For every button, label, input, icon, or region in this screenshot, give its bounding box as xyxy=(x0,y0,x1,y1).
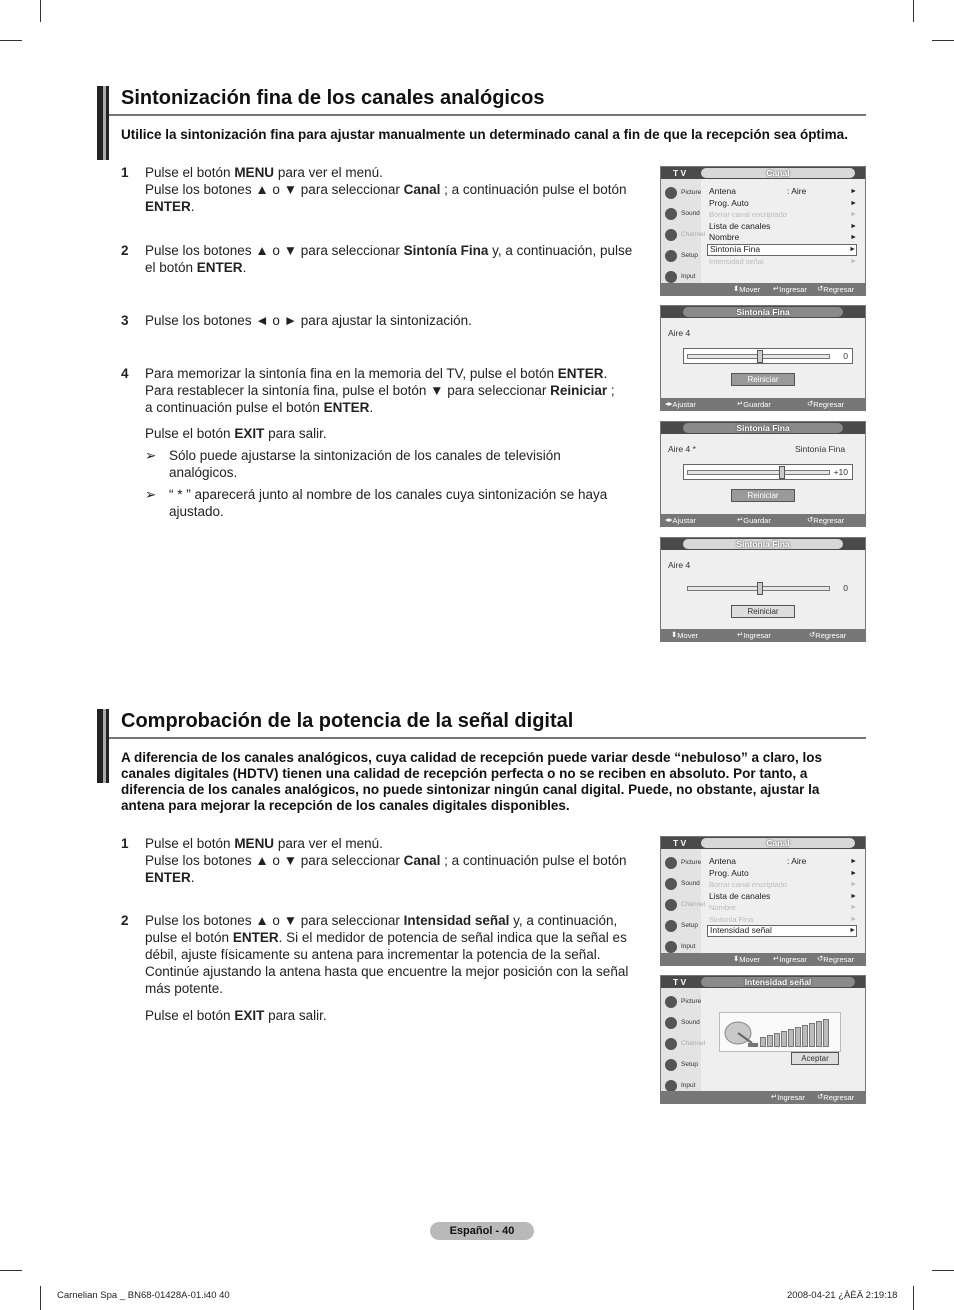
panel-footer xyxy=(661,514,865,526)
step-number: 4 xyxy=(121,366,129,381)
setup-icon xyxy=(665,250,677,262)
step-number: 3 xyxy=(121,313,129,328)
input-icon xyxy=(665,941,677,953)
reset-button[interactable]: Reiniciar xyxy=(731,489,795,502)
signal-bar xyxy=(795,1027,801,1047)
panel-titlebar xyxy=(661,976,865,988)
slider-knob[interactable] xyxy=(757,350,763,363)
slider-value: +10 xyxy=(833,467,848,477)
signal-bar xyxy=(802,1025,808,1047)
sound-icon xyxy=(665,208,677,220)
chevron-right-icon: ► xyxy=(849,927,856,934)
footer-return: ↺ Regresar xyxy=(817,284,855,294)
sidebar-item-sound[interactable]: Sound xyxy=(663,206,701,224)
chevron-right-icon: ► xyxy=(850,257,857,265)
footer-enter: ↵ Ingresar xyxy=(773,284,807,294)
channel-icon xyxy=(665,1038,677,1050)
step-2 xyxy=(121,912,641,997)
step-text: Pulse los botones ▲ o ▼ para seleccionar Sintonía Fina y, a continuación, pulse el botón ENTER. xyxy=(145,243,633,275)
menu-item-label: Intensidad señal xyxy=(709,256,764,266)
signal-bar xyxy=(788,1029,794,1047)
menu-footer xyxy=(661,283,865,295)
step-text: Pulse el botón MENU para ver el menú. Pulse los botones ▲ o ▼ para seleccionar Canal ; a continuación pulse el botón ENTER. xyxy=(145,165,627,214)
menu-item[interactable] xyxy=(709,232,857,244)
signal-bar xyxy=(760,1037,766,1047)
chevron-right-icon: ► xyxy=(850,881,857,888)
menu-item[interactable] xyxy=(707,244,857,256)
panel-titlebar xyxy=(661,538,865,550)
step-text: Pulse el botón MENU para ver el menú. Pulse los botones ▲ o ▼ para seleccionar Canal ; a continuación pulse el botón ENTER. xyxy=(145,836,627,885)
footer-move: ⬍ Mover xyxy=(733,284,761,294)
note-1 xyxy=(145,447,615,481)
signal-meter xyxy=(719,1012,841,1052)
menu-item-label: Sintonía Fina xyxy=(710,243,761,254)
note-text: “ * ” aparecerá junto al nombre de los canales cuya sintonización se haya ajustado. xyxy=(169,487,608,519)
section-rule xyxy=(109,737,866,739)
footer-return: ↺ Regresar xyxy=(817,1092,855,1102)
section-rule xyxy=(109,114,866,116)
section-bar xyxy=(97,86,109,160)
sidebar-item-input[interactable]: Input xyxy=(663,1078,701,1096)
tv-label: T V xyxy=(673,168,687,178)
fine-tune-slider[interactable] xyxy=(683,580,853,596)
step-number: 1 xyxy=(121,836,129,851)
panel-title: Sintonía Fina xyxy=(736,307,790,317)
panel-footer xyxy=(661,629,865,641)
menu-item-label: Sintonía Fina xyxy=(709,914,754,924)
signal-bars xyxy=(760,1019,838,1047)
crop-mark xyxy=(0,40,22,41)
menu-item[interactable] xyxy=(709,914,857,926)
footer-move: ⬍ Mover xyxy=(671,630,699,640)
footer-save: ↵ Guardar xyxy=(737,399,771,409)
footer-return: ↺ Regresar xyxy=(807,399,845,409)
print-slug-left: Carnelian Spa _ BN68-01428A-01.i40 40 xyxy=(57,1290,230,1301)
step-number: 2 xyxy=(121,913,129,928)
menu-list xyxy=(709,856,857,937)
chevron-right-icon: ► xyxy=(850,188,857,195)
sidebar-item-channel[interactable]: Channel xyxy=(663,897,701,915)
crop-mark xyxy=(0,1270,22,1271)
sidebar-item-setup[interactable]: Setup xyxy=(663,1057,701,1075)
footer-enter: ↵ Ingresar xyxy=(773,954,807,964)
sidebar-item-sound[interactable]: Sound xyxy=(663,876,701,894)
section-title: Comprobación de la potencia de la señal digital xyxy=(121,710,574,732)
menu-item-value: : Aire xyxy=(787,186,807,196)
fine-tune-slider[interactable] xyxy=(683,348,853,364)
menu-item[interactable] xyxy=(709,221,857,233)
tv-menu-channel-signal xyxy=(660,836,866,966)
sidebar-item-input[interactable]: Input xyxy=(663,939,701,957)
setup-icon xyxy=(665,1059,677,1071)
sidebar-item-sound[interactable]: Sound xyxy=(663,1015,701,1033)
menu-sidebar xyxy=(661,179,706,285)
exit-text: Pulse el botón EXIT para salir. xyxy=(145,426,327,441)
note-2 xyxy=(145,486,625,520)
crop-mark xyxy=(40,1286,41,1310)
menu-title: Canal xyxy=(766,838,790,848)
step-4 xyxy=(121,365,641,416)
menu-footer xyxy=(661,953,865,965)
sidebar-item-setup[interactable]: Setup xyxy=(663,248,701,266)
accept-button[interactable]: Aceptar xyxy=(791,1052,839,1065)
menu-item-label: Nombre xyxy=(709,903,736,912)
page-number: Español - 40 xyxy=(430,1222,534,1240)
signal-bar xyxy=(809,1023,815,1047)
sidebar-item-picture[interactable]: Picture xyxy=(663,855,701,873)
channel-label: Aire 4 * xyxy=(668,444,696,454)
crop-mark xyxy=(40,0,41,22)
section-bar xyxy=(97,709,109,783)
menu-item[interactable] xyxy=(709,856,857,868)
print-slug-right: 2008-04-21 ¿ÀÈÄ 2:19:18 xyxy=(787,1290,898,1301)
exit-text: Pulse el botón EXIT para salir. xyxy=(145,1008,327,1023)
section-intro: A diferencia de los canales analógicos, cuya calidad de recepción puede variar desde “nebuloso” a claro, los canales digitales (HDTV) tienen una calidad de recepción perfecta o no se reciben en absoluto. Por tanto, a diferencia de los canales analógicos, no puede sintonizar ningún canal digital. Puede, no obstante, ajustar la antena para mejorar la recepción de los canales digitales disponibles. xyxy=(121,750,823,813)
sound-icon xyxy=(665,1017,677,1029)
chevron-right-icon: ► xyxy=(850,904,857,911)
exit-instruction xyxy=(121,1007,641,1024)
menu-item-label: Prog. Auto xyxy=(709,197,749,208)
step-1 xyxy=(121,164,641,215)
chevron-right-icon: ► xyxy=(850,211,857,218)
tv-signal-strength-panel xyxy=(660,975,866,1104)
menu-item[interactable] xyxy=(709,198,857,210)
menu-item-label: Borrar canal encriptado xyxy=(709,880,787,889)
menu-item[interactable] xyxy=(709,891,857,903)
panel-footer xyxy=(661,1091,865,1103)
chevron-right-icon: ► xyxy=(850,222,857,230)
picture-icon xyxy=(665,187,677,199)
tv-fine-tune-panel-reset xyxy=(660,537,866,642)
reset-button[interactable]: Reiniciar xyxy=(731,373,795,386)
menu-item[interactable] xyxy=(707,925,857,937)
crop-mark xyxy=(932,1270,954,1271)
menu-item-label: Lista de canales xyxy=(709,890,771,901)
step-number: 2 xyxy=(121,243,129,258)
menu-item[interactable] xyxy=(709,186,857,198)
satellite-dish-icon xyxy=(722,1013,762,1051)
input-icon xyxy=(665,271,677,283)
menu-item[interactable] xyxy=(709,256,857,268)
channel-icon xyxy=(665,899,677,911)
crop-mark xyxy=(932,40,954,41)
footer-return: ↺ Regresar xyxy=(809,630,847,640)
sound-icon xyxy=(665,878,677,890)
menu-item[interactable] xyxy=(709,879,857,891)
panel-titlebar xyxy=(661,422,865,434)
signal-bar xyxy=(774,1033,780,1047)
tv-fine-tune-panel-adjusted xyxy=(660,421,866,527)
step-number: 1 xyxy=(121,165,129,180)
reset-button[interactable]: Reiniciar xyxy=(731,605,795,618)
chevron-right-icon: ► xyxy=(850,869,857,877)
menu-item[interactable] xyxy=(709,868,857,880)
chevron-right-icon: ► xyxy=(850,858,857,865)
slider-value: 0 xyxy=(843,583,848,593)
sidebar-item-picture[interactable]: Picture xyxy=(663,994,701,1012)
panel-title: Sintonía Fina xyxy=(736,539,790,549)
sidebar-item-input[interactable]: Input xyxy=(663,269,701,287)
step-text: Para memorizar la sintonía fina en la memoria del TV, pulse el botón ENTER. Para restablecer la sintonía fina, pulse el botón ▼ para seleccionar Reiniciar ; a continuación pulse el botón ENTER. xyxy=(145,366,615,415)
fine-tune-slider[interactable] xyxy=(683,464,853,480)
footer-move: ⬍ Mover xyxy=(733,954,761,964)
tv-fine-tune-panel xyxy=(660,305,866,411)
menu-item-label: Antena xyxy=(709,186,736,196)
fine-tune-label: Sintonía Fina xyxy=(795,444,846,454)
footer-return: ↺ Regresar xyxy=(817,954,855,964)
panel-footer xyxy=(661,398,865,410)
signal-bar xyxy=(823,1019,829,1047)
channel-icon xyxy=(665,229,677,241)
tv-label: T V xyxy=(673,977,687,987)
footer-enter: ↵ Ingresar xyxy=(737,630,771,640)
channel-label: Aire 4 xyxy=(668,328,691,338)
step-1 xyxy=(121,835,641,886)
menu-item-label: Antena xyxy=(709,856,736,866)
footer-return: ↺ Regresar xyxy=(807,515,845,525)
step-text: Pulse los botones ▲ o ▼ para seleccionar Intensidad señal y, a continuación, pulse el botón ENTER. Si el medidor de potencia de señal indica que la señal es débil, ajuste físicamente su antena para incrementar la potencia de la señal. Continúe ajustando la antena hasta que encuentre la mejor posición con la señal más potente. xyxy=(145,913,629,996)
tv-label: T V xyxy=(673,838,687,848)
note-arrow-icon: ➢ xyxy=(145,448,157,463)
setup-icon xyxy=(665,920,677,932)
signal-bar xyxy=(816,1021,822,1047)
panel-titlebar xyxy=(661,306,865,318)
footer-adjust: ◂▸ Ajustar xyxy=(665,399,696,409)
channel-label: Aire 4 xyxy=(668,560,691,570)
panel-title: Intensidad señal xyxy=(744,977,812,987)
picture-icon xyxy=(665,857,677,869)
panel-title: Sintonía Fina xyxy=(736,423,790,433)
menu-titlebar xyxy=(661,167,865,179)
step-text: Pulse los botones ◄ o ► para ajustar la sintonización. xyxy=(145,313,472,328)
footer-adjust: ◂▸ Ajustar xyxy=(665,515,696,525)
menu-item-label: Lista de canales xyxy=(709,220,771,231)
menu-item-label: Nombre xyxy=(709,232,740,242)
footer-save: ↵ Guardar xyxy=(737,515,771,525)
slider-knob[interactable] xyxy=(779,466,785,479)
signal-bar xyxy=(781,1031,787,1047)
note-arrow-icon: ➢ xyxy=(145,487,157,502)
sidebar-item-setup[interactable]: Setup xyxy=(663,918,701,936)
step-2 xyxy=(121,242,641,276)
footer-enter: ↵ Ingresar xyxy=(771,1092,805,1102)
slider-knob[interactable] xyxy=(757,582,763,595)
crop-mark xyxy=(913,0,914,22)
tv-menu-channel xyxy=(660,166,866,296)
menu-item-value: : Aire xyxy=(787,856,807,866)
signal-bar xyxy=(767,1035,773,1047)
menu-item-label: Intensidad señal xyxy=(710,925,772,935)
menu-titlebar xyxy=(661,837,865,849)
exit-instruction xyxy=(121,425,641,442)
chevron-right-icon: ► xyxy=(850,234,857,241)
menu-item-label: Borrar canal encriptado xyxy=(709,210,787,219)
slider-track xyxy=(687,470,830,475)
menu-item[interactable] xyxy=(709,902,857,914)
crop-mark xyxy=(913,1286,914,1310)
menu-item[interactable] xyxy=(709,209,857,221)
sidebar-item-picture[interactable]: Picture xyxy=(663,185,701,203)
picture-icon xyxy=(665,996,677,1008)
chevron-right-icon: ► xyxy=(849,245,856,253)
menu-title: Canal xyxy=(766,168,790,178)
step-3 xyxy=(121,312,641,329)
slider-value: 0 xyxy=(843,351,848,361)
note-text: Sólo puede ajustarse la sintonización de los canales de televisión analógicos. xyxy=(169,448,561,480)
menu-sidebar xyxy=(661,988,706,1093)
menu-item-label: Prog. Auto xyxy=(709,867,749,878)
section-intro: Utilice la sintonización fina para ajustar manualmente un determinado canal a fin de que la recepción sea óptima. xyxy=(121,127,848,142)
menu-sidebar xyxy=(661,849,706,955)
chevron-right-icon: ► xyxy=(850,892,857,900)
sidebar-item-channel[interactable]: Channel xyxy=(663,227,701,245)
chevron-right-icon: ► xyxy=(850,199,857,207)
menu-list xyxy=(709,186,857,267)
chevron-right-icon: ► xyxy=(850,915,857,923)
sidebar-item-channel[interactable]: Channel xyxy=(663,1036,701,1054)
section-title: Sintonización fina de los canales analógicos xyxy=(121,87,545,109)
